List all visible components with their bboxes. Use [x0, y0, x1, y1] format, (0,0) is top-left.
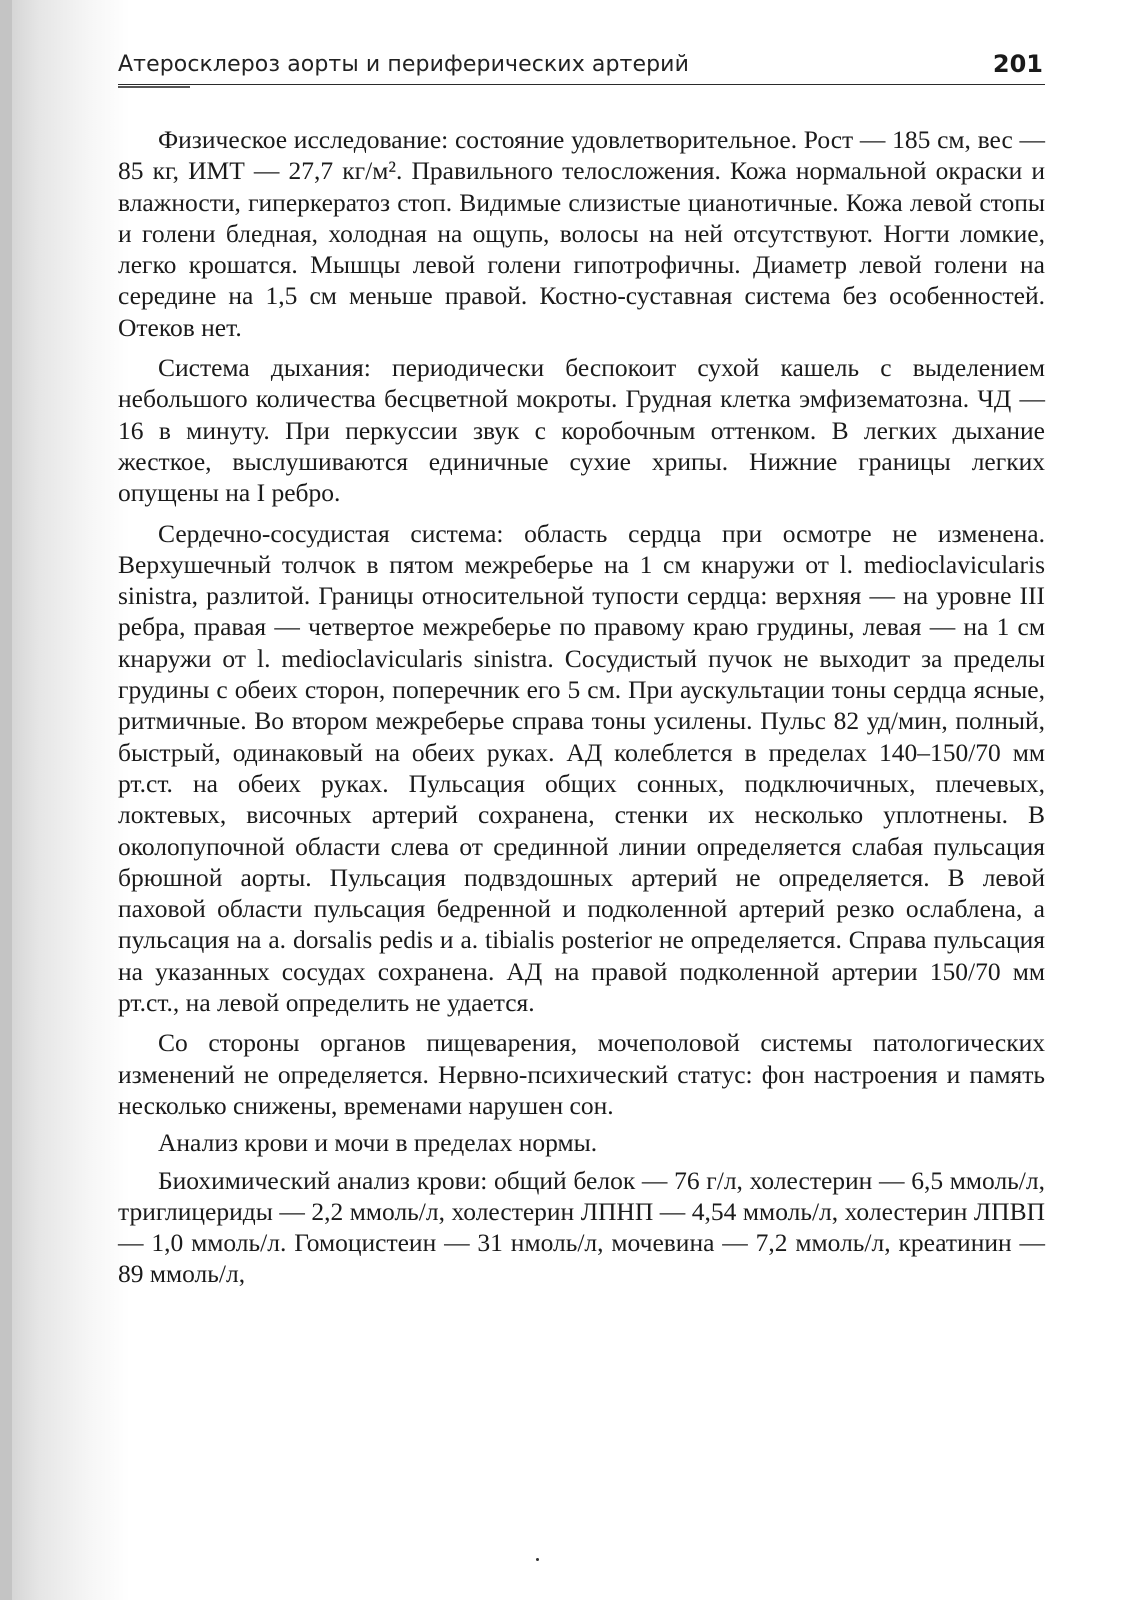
running-header-title: Атеросклероз аорты и периферических артерий — [118, 52, 689, 77]
paragraph-respiratory-system: Система дыхания: периодически беспокоит сухой кашель с выделением небольшого количества бесцветной мокроты. Грудная клетка эмфизематозна. ЧД — 16 в минуту. При перкуссии звук с коробочным оттенком. В легких дыхание жесткое, выслушиваются единичные сухие хрипы. Нижние границы легких опущены на I ребро. — [118, 353, 1045, 508]
body-text — [118, 124, 1045, 1290]
running-header — [118, 50, 1045, 85]
binding-shadow — [0, 0, 12, 1600]
paragraph-cardiovascular-system: Сердечно-сосудистая система: область сердца при осмотре не изменена. Верхушечный толчок в пятом межреберье на 1 см кнаружи от l. medioclavicularis sinistra, разлитой. Границы относительной тупости сердца: верхняя — на уровне III ребра, правая — четвертое межреберье по правому краю грудины, левая — на 1 см кнаружи от l. medioclavicularis sinistra. Сосудистый пучок не выходит за пределы грудины с обеих сторон, поперечник его 5 см. При аускультации тоны сердца ясные, ритмичные. Во втором межреберье справа тоны усилены. Пульс 82 уд/мин, полный, быстрый, одинаковый на обеих руках. АД колеблется в пределах 140–150/70 мм рт.ст. на обеих руках. Пульсация общих сонных, подключичных, плечевых, локтевых, височных артерий сохранена, стенки их несколько уплотнены. В околопупочной области слева от срединной линии определяется слабая пульсация брюшной аорты. Пульсация подвздошных артерий не определяется. В левой паховой области пульсация бедренной и подколенной артерий резко ослаблена, а пульсация на a. dorsalis pedis и a. tibialis posterior не определяется. Справа пульсация на указанных сосудах сохранена. АД на правой подколенной артерии 150/70 мм рт.ст., на левой определить не удается. — [118, 518, 1045, 1018]
paragraph-physical-exam: Физическое исследование: состояние удовлетворительное. Рост — 185 см, вес — 85 кг, ИМТ — 27,7 кг/м². Правильного телосложения. Кожа нормальной окраски и влажности, гиперкератоз стоп. Видимые слизистые цианотичные. Кожа левой стопы и голени бледная, холодная на ощупь, волосы на ней отсутствуют. Ногти ломкие, легко крошатся. Мышцы левой голени гипотрофичны. Диаметр левой голени на середине на 1,5 см меньше правой. Костно-суставная система без особенностей. Отеков нет. — [118, 125, 1045, 342]
print-speck — [536, 1558, 539, 1561]
paragraph-digestive-nervous: Со стороны органов пищеварения, мочеполовой системы патологических изменений не определяется. Нервно-психический статус: фон настроения и память несколько снижены, временами нарушен сон. — [118, 1028, 1045, 1120]
paragraph-biochemistry: Биохимический анализ крови: общий белок — 76 г/л, холестерин — 6,5 ммоль/л, триглицериды — 2,2 ммоль/л, холестерин ЛПНП — 4,54 ммоль/л, холестерин ЛПВП — 1,0 ммоль/л. Гомоцистеин — 31 нмоль/л, мочевина — 7,2 ммоль/л, креатинин — 89 ммоль/л, — [118, 1165, 1045, 1289]
page-number: 201 — [992, 50, 1043, 78]
paragraph-blood-urine: Анализ крови и мочи в пределах нормы. — [158, 1128, 598, 1158]
header-rule-accent — [118, 86, 190, 88]
